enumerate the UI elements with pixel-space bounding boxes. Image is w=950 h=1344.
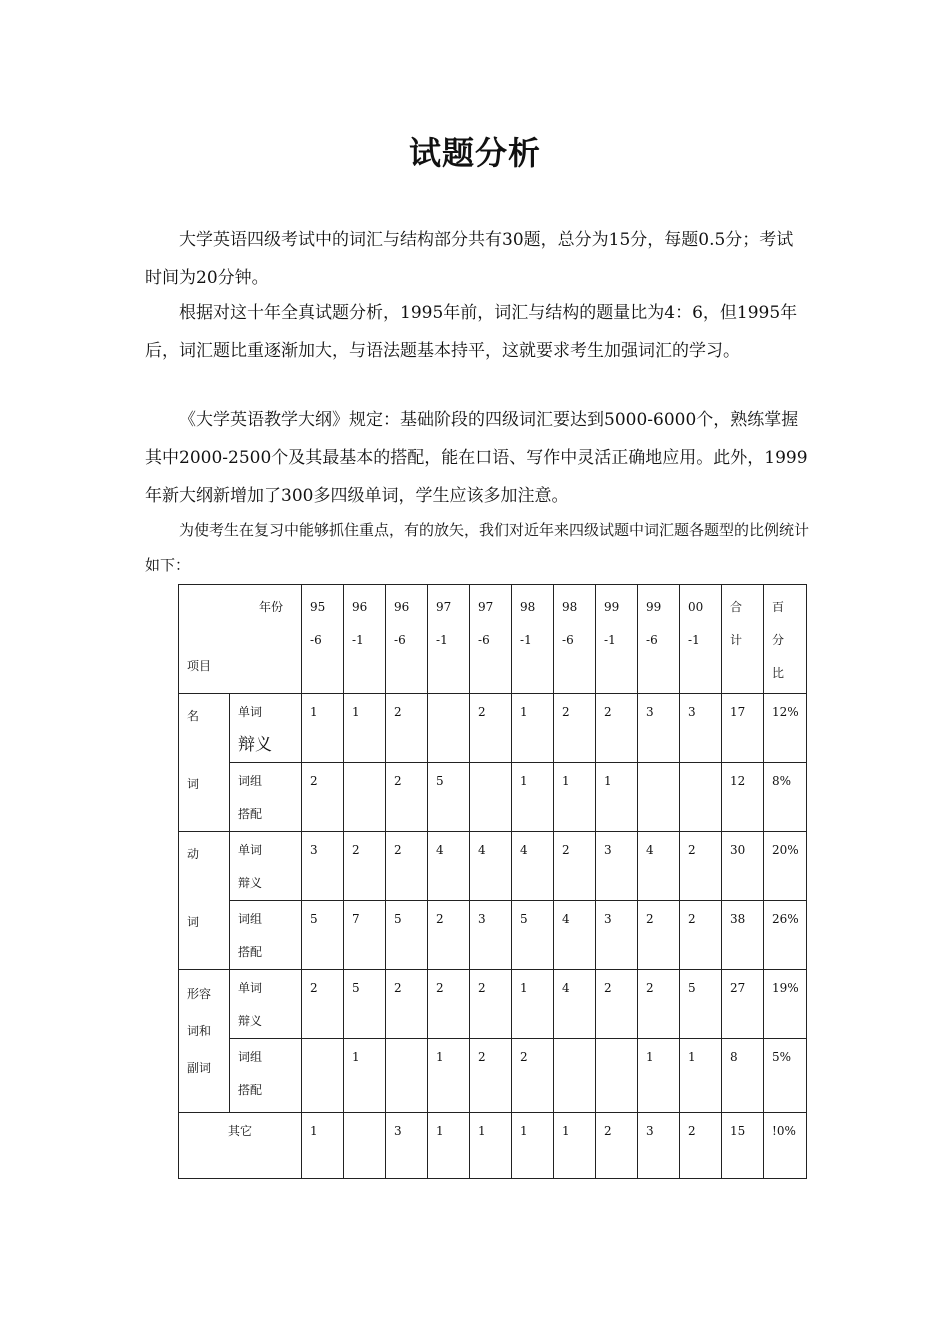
column-header [428,585,470,694]
table-cell: 4 [512,832,554,901]
corner-item-label: 项目 [187,659,212,673]
sub-type-line: 搭配 [238,807,263,821]
table-cell: 2 [680,832,722,901]
column-header [596,585,638,694]
table-cell [596,1039,638,1113]
column-header [302,585,344,694]
sub-type-label [230,763,302,832]
paragraph-2: 根据对这十年全真试题分析，1995年前，词汇与结构的题量比为4：6，但1995年后，词汇题比重逐渐加大，与语法题基本持平，这就要求考生加强词汇的学习。 [145,303,798,361]
table-cell: 2 [554,694,596,763]
table-row [179,763,807,832]
table-cell: 1 [680,1039,722,1113]
page-title: 试题分析 [408,134,541,172]
table-cell: 2 [596,1113,638,1179]
table-cell: 1 [554,763,596,832]
column-header-line: -6 [478,633,490,647]
sub-type-line: 单词 [238,705,263,719]
table-cell: 1 [554,1113,596,1179]
table-cell: 1 [344,1039,386,1113]
column-header-line: -1 [520,633,532,647]
table-cell: 1 [344,694,386,763]
sub-type-label [230,1039,302,1113]
table-cell: 2 [470,970,512,1039]
group-label-line: 名 [187,709,200,723]
table-cell: 2 [344,832,386,901]
table-cell: 4 [638,832,680,901]
column-header-line: 98 [562,600,578,614]
sub-type-label [230,694,302,763]
group-label-line: 动 [187,847,200,861]
table-cell: 2 [302,970,344,1039]
column-header-line: -1 [436,633,448,647]
table-cell: 1 [428,1113,470,1179]
table-cell: 2 [428,901,470,970]
table-row [179,901,807,970]
table-cell [386,1039,428,1113]
table-cell: 15 [722,1113,764,1179]
table-cell: 1 [302,1113,344,1179]
table-cell: 4 [428,832,470,901]
sub-type-line: 辩义 [238,735,272,755]
header-row [179,585,807,694]
sub-type-line: 词组 [238,1050,263,1064]
table-cell: 17 [722,694,764,763]
table-cell: 2 [428,970,470,1039]
table-cell: 1 [512,970,554,1039]
table-cell: 2 [638,901,680,970]
column-header-line: -6 [394,633,406,647]
sub-type-label [230,970,302,1039]
table-cell: 2 [512,1039,554,1113]
table-cell [428,694,470,763]
sub-type-line: 辩义 [238,1014,263,1028]
table-cell: 1 [638,1039,680,1113]
table-row [179,694,807,763]
column-header-line: -6 [646,633,658,647]
column-header-line: 比 [772,666,785,680]
table-cell: 3 [386,1113,428,1179]
column-header-line: -1 [352,633,364,647]
table-cell [680,763,722,832]
table-cell: 3 [680,694,722,763]
sub-type-label [230,832,302,901]
column-header-line: 00 [688,600,704,614]
table-cell: 7 [344,901,386,970]
table-cell: 2 [386,970,428,1039]
table-cell: 12% [764,694,807,763]
column-header [680,585,722,694]
column-header [638,585,680,694]
table-cell: 3 [596,901,638,970]
table-cell: 2 [386,832,428,901]
table-row [179,1039,807,1113]
table-cell: 2 [470,1039,512,1113]
sub-type-line: 词组 [238,774,263,788]
column-header-line: -1 [604,633,616,647]
column-header [386,585,428,694]
group-label [179,694,230,832]
column-header [554,585,596,694]
sub-type-label [230,901,302,970]
table-cell: 5 [428,763,470,832]
column-header [470,585,512,694]
column-header-line: 97 [478,600,494,614]
column-header-line: 99 [604,600,620,614]
table-cell: 3 [638,694,680,763]
table-cell: 2 [554,832,596,901]
column-header-line: -6 [310,633,322,647]
table-cell: 2 [680,1113,722,1179]
table-cell: 2 [470,694,512,763]
table-cell: 2 [596,694,638,763]
column-header [722,585,764,694]
column-header-line: 计 [730,633,743,647]
table-cell: 5 [680,970,722,1039]
vocabulary-stats-table [178,584,807,1179]
group-label [179,832,230,970]
group-label [179,970,230,1113]
column-header-line: 96 [352,600,368,614]
group-label-line: 词 [187,915,200,929]
table-cell: 3 [302,832,344,901]
column-header-line: 分 [772,633,785,647]
group-label-line: 词和 [187,1024,212,1038]
column-header [764,585,807,694]
group-label-line: 形容 [187,987,212,1001]
table-cell: 1 [470,1113,512,1179]
sub-type-line: 辩义 [238,876,263,890]
sub-type-line: 单词 [238,981,263,995]
paragraph-4: 为使考生在复习中能够抓住重点，有的放矢，我们对近年来四级试题中词汇题各题型的比例统计如下： [145,521,810,574]
table-cell: 5 [386,901,428,970]
table-cell: 2 [386,763,428,832]
table-cell [344,763,386,832]
table-cell: 2 [596,970,638,1039]
table-cell: 8% [764,763,807,832]
column-header [344,585,386,694]
column-header-line: -6 [562,633,574,647]
table-cell: 1 [512,694,554,763]
table-cell: 30 [722,832,764,901]
table-cell: 3 [596,832,638,901]
table-cell: 5% [764,1039,807,1113]
table-cell: 4 [554,970,596,1039]
table-cell [638,763,680,832]
table-cell: 4 [470,832,512,901]
column-header [512,585,554,694]
table-row [179,832,807,901]
corner-year-label: 年份 [259,600,284,614]
table-cell: 2 [386,694,428,763]
table-row [179,970,807,1039]
table-cell: 12 [722,763,764,832]
column-header-line: 98 [520,600,536,614]
sub-type-line: 搭配 [238,945,263,959]
column-header-line: 合 [730,600,743,614]
paragraph-1: 大学英语四级考试中的词汇与结构部分共有30题，总分为15分，每题0.5分；考试时间为20分钟。 [145,230,794,288]
table-cell [302,1039,344,1113]
table-cell: 5 [302,901,344,970]
table-cell [554,1039,596,1113]
table-cell: 20% [764,832,807,901]
table-cell: 1 [428,1039,470,1113]
table-cell [470,763,512,832]
column-header-line: 百 [772,600,785,614]
table-cell: 8 [722,1039,764,1113]
other-label: 其它 [179,1113,302,1179]
sub-type-line: 词组 [238,912,263,926]
table-cell: 3 [470,901,512,970]
table-cell: 5 [512,901,554,970]
column-header-line: 99 [646,600,662,614]
table-cell: !0% [764,1113,807,1179]
table-cell: 38 [722,901,764,970]
sub-type-line: 搭配 [238,1083,263,1097]
table-cell: 26% [764,901,807,970]
group-label-line: 词 [187,777,200,791]
table-cell: 27 [722,970,764,1039]
group-label-line: 副词 [187,1061,212,1075]
table-cell: 2 [638,970,680,1039]
table-cell: 1 [512,763,554,832]
table-cell: 3 [638,1113,680,1179]
table-row-other [179,1113,807,1179]
column-header-line: 97 [436,600,452,614]
table-cell [344,1113,386,1179]
sub-type-line: 单词 [238,843,263,857]
table-cell: 2 [680,901,722,970]
paragraph-3: 《大学英语教学大纲》规定：基础阶段的四级词汇要达到5000-6000个，熟练掌握其中2000-2500个及其最基本的搭配，能在口语、写作中灵活正确地应用。此外，1999年新大纲新增加了300多四级单词，学生应该多加注意。 [145,410,808,506]
corner-cell [179,585,302,694]
table-cell: 1 [302,694,344,763]
column-header-line: 96 [394,600,410,614]
table-cell: 4 [554,901,596,970]
table-cell: 19% [764,970,807,1039]
table-cell: 2 [302,763,344,832]
column-header-line: 95 [310,600,326,614]
table-cell: 1 [596,763,638,832]
column-header-line: -1 [688,633,700,647]
table-cell: 1 [512,1113,554,1179]
table-cell: 5 [344,970,386,1039]
